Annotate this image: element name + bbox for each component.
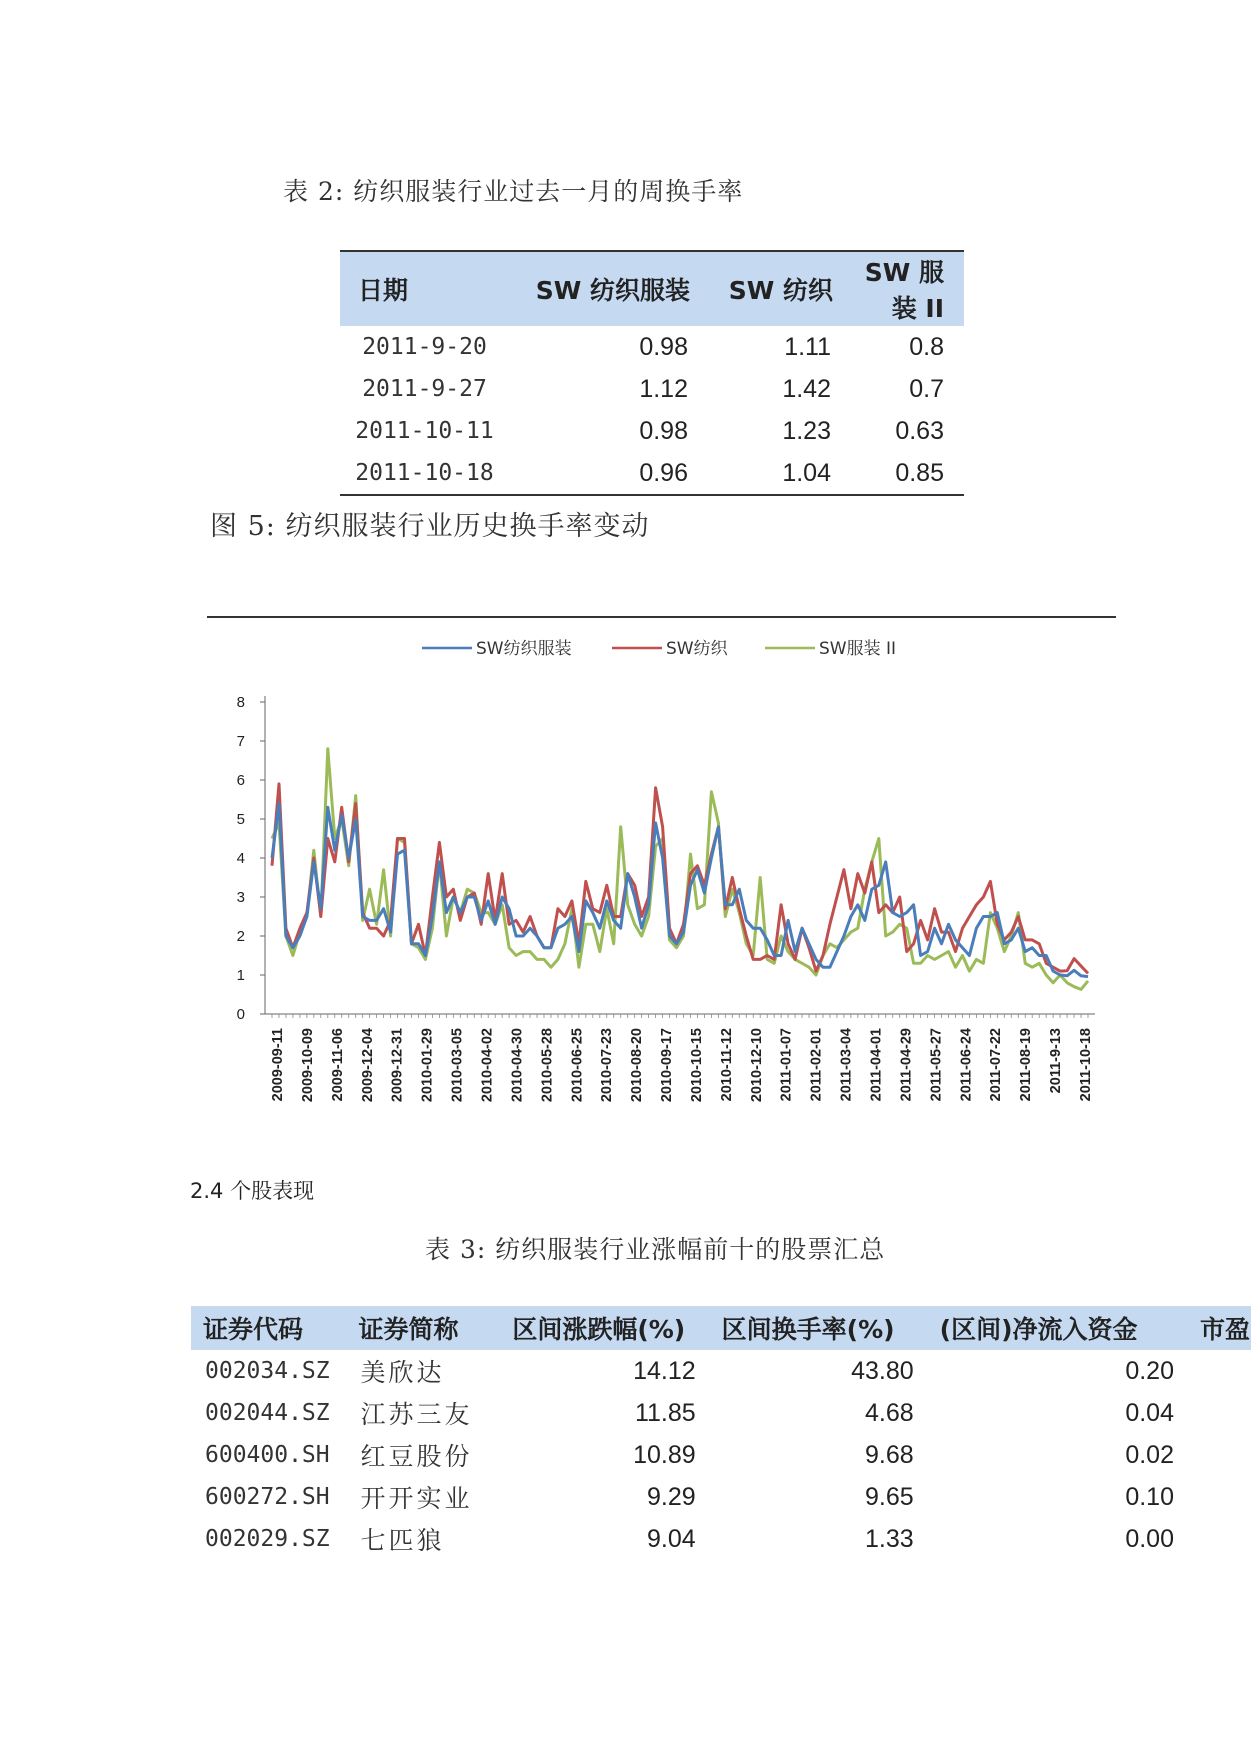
table2-cell-date: 2011-10-18 <box>355 460 494 486</box>
table3-header-turnover: 区间换手率(%) <box>710 1306 928 1350</box>
y-tick-label: 4 <box>236 850 245 867</box>
table2-header-textile: SW 纺织 <box>702 251 845 326</box>
table3-caption: 表 3: 纺织服装行业涨幅前十的股票汇总 <box>425 1235 886 1264</box>
table2-cell-value: 0.7 <box>909 374 944 403</box>
table3-cell-code: 002029.SZ <box>205 1526 330 1552</box>
table3-cell-netflow: 0.02 <box>1125 1440 1174 1469</box>
x-tick-label: 2010-07-23 <box>599 1028 616 1103</box>
x-tick-label: 2010-06-25 <box>569 1028 586 1103</box>
table2-header-date: 日期 <box>340 251 509 326</box>
table3-cell-pe <box>1188 1350 1251 1392</box>
y-tick-label: 2 <box>236 928 245 945</box>
table3-cell-code: 002044.SZ <box>205 1400 330 1426</box>
table2-caption: 表 2: 纺织服装行业过去一月的周换手率 <box>283 177 744 206</box>
x-tick-label: 2011-06-24 <box>958 1028 975 1102</box>
table2-cell-value: 1.04 <box>782 458 831 487</box>
x-tick-label: 2011-10-18 <box>1078 1028 1094 1102</box>
table3-cell-change: 9.29 <box>647 1482 696 1511</box>
table3-cell-turnover: 4.68 <box>864 1398 914 1427</box>
table2-row <box>340 326 964 368</box>
x-tick-label: 2010-10-15 <box>688 1028 705 1103</box>
x-tick-label: 2009-11-06 <box>329 1028 346 1102</box>
legend-label: SW纺织 <box>666 639 728 659</box>
table2-cell-date: 2011-9-20 <box>362 334 487 360</box>
table3-cell-pe <box>1188 1434 1251 1476</box>
x-tick-label: 2011-05-27 <box>928 1028 945 1102</box>
table3-cell-change: 10.89 <box>633 1440 696 1469</box>
table3-cell-code: 002034.SZ <box>205 1358 330 1384</box>
y-tick-label: 3 <box>236 889 245 906</box>
y-tick-label: 8 <box>236 694 245 711</box>
table2-header-apparel: SW 服装 II <box>845 251 964 326</box>
table3-header-pe: 市盈 <box>1188 1306 1251 1350</box>
y-tick-label: 0 <box>236 1006 245 1023</box>
x-tick-label: 2011-04-29 <box>898 1028 915 1102</box>
turnover-line-chart <box>207 622 1116 1142</box>
x-tick-label: 2011-04-01 <box>868 1028 885 1102</box>
series-line-textile-apparel <box>272 803 1088 976</box>
x-tick-label: 2010-04-02 <box>479 1028 496 1103</box>
table3 <box>191 1306 1251 1560</box>
table3-cell-change: 9.04 <box>647 1524 696 1553</box>
y-tick-label: 6 <box>236 772 245 789</box>
x-tick-label: 2009-09-11 <box>270 1028 286 1102</box>
x-tick-label: 2011-9-13 <box>1048 1028 1065 1094</box>
table2-cell-value: 1.42 <box>782 374 831 403</box>
table2-cell-value: 0.8 <box>909 332 944 361</box>
legend-label: SW纺织服装 <box>476 639 572 659</box>
table3-cell-name: 美欣达 <box>360 1358 445 1387</box>
table3-cell-name: 红豆股份 <box>360 1442 473 1471</box>
y-tick-label: 7 <box>236 733 245 750</box>
table3-row <box>191 1476 1251 1518</box>
x-tick-label: 2010-03-05 <box>449 1028 466 1103</box>
x-tick-label: 2011-01-07 <box>778 1028 795 1102</box>
x-tick-label: 2010-09-17 <box>659 1028 676 1103</box>
x-tick-label: 2009-12-31 <box>389 1028 406 1103</box>
y-tick-label: 5 <box>236 811 245 828</box>
chart-legend <box>422 639 896 659</box>
chart-series <box>272 749 1088 990</box>
table3-row <box>191 1518 1251 1560</box>
x-tick-label: 2010-04-30 <box>509 1028 526 1103</box>
x-tick-label: 2010-05-28 <box>539 1028 556 1103</box>
x-tick-label: 2011-08-19 <box>1018 1028 1035 1102</box>
table3-row <box>191 1350 1251 1392</box>
table3-header-name: 证券简称 <box>347 1306 501 1350</box>
table3-row <box>191 1434 1251 1476</box>
table2-cell-value: 0.96 <box>639 458 688 487</box>
table3-cell-netflow: 0.20 <box>1125 1356 1174 1385</box>
x-tick-label: 2010-01-29 <box>419 1028 436 1103</box>
table3-cell-netflow: 0.00 <box>1125 1524 1174 1553</box>
x-tick-label: 2011-03-04 <box>838 1028 855 1102</box>
table3-cell-code: 600272.SH <box>205 1484 330 1510</box>
table3-header-change: 区间涨跌幅(%) <box>500 1306 709 1350</box>
table3-cell-pe <box>1188 1476 1251 1518</box>
table3-cell-pe <box>1188 1392 1251 1434</box>
x-tick-label: 2010-12-10 <box>748 1028 765 1103</box>
y-tick-label: 1 <box>236 967 245 984</box>
table2-cell-date: 2011-9-27 <box>362 376 487 402</box>
x-tick-label: 2009-12-04 <box>359 1028 376 1103</box>
table3-cell-code: 600400.SH <box>205 1442 330 1468</box>
figure5-caption: 图 5: 纺织服装行业历史换手率变动 <box>210 511 650 542</box>
table2-header-textile-apparel: SW 纺织服装 <box>509 251 702 326</box>
y-axis <box>237 694 265 1023</box>
table2-cell-value: 1.23 <box>782 416 831 445</box>
x-tick-label: 2011-07-22 <box>988 1028 1005 1102</box>
table2-cell-value: 0.63 <box>895 416 944 445</box>
x-tick-label: 2011-02-01 <box>808 1028 825 1102</box>
table3-row <box>191 1392 1251 1434</box>
table3-cell-turnover: 9.68 <box>864 1440 914 1469</box>
table3-cell-netflow: 0.10 <box>1125 1482 1174 1511</box>
table3-cell-change: 11.85 <box>634 1398 696 1427</box>
table2-header-row <box>340 251 964 326</box>
section-heading: 2.4 个股表现 <box>190 1179 315 1203</box>
table3-cell-name: 七匹狼 <box>360 1526 445 1555</box>
table3-header-netflow: (区间)净流入资金 <box>928 1306 1188 1350</box>
x-tick-label: 2009-10-09 <box>299 1028 316 1103</box>
x-tick-label: 2010-08-20 <box>629 1028 646 1103</box>
chart-top-rule <box>207 616 1116 618</box>
table3-cell-turnover: 43.80 <box>851 1356 914 1385</box>
table3-cell-pe <box>1188 1518 1251 1560</box>
table2-row <box>340 410 964 452</box>
legend-label: SW服装 II <box>819 639 897 659</box>
x-tick-label: 2010-11-12 <box>718 1028 735 1102</box>
table2-cell-value: 0.98 <box>639 416 688 445</box>
table2-cell-value: 0.98 <box>639 332 688 361</box>
table2-cell-value: 1.11 <box>784 332 831 361</box>
table3-cell-change: 14.12 <box>633 1356 696 1385</box>
table3-cell-netflow: 0.04 <box>1125 1398 1174 1427</box>
table2-row <box>340 452 964 495</box>
table2-cell-value: 0.85 <box>895 458 944 487</box>
table2-row <box>340 368 964 410</box>
table3-cell-name: 开开实业 <box>360 1484 473 1513</box>
table2-cell-date: 2011-10-11 <box>355 418 494 444</box>
table2 <box>340 250 964 496</box>
table3-header-code: 证券代码 <box>191 1306 347 1350</box>
table3-cell-turnover: 9.65 <box>864 1482 914 1511</box>
table3-cell-turnover: 1.33 <box>864 1524 914 1553</box>
x-axis <box>265 1014 1095 1102</box>
table2-cell-value: 1.12 <box>639 374 688 403</box>
table3-header-row <box>191 1306 1251 1350</box>
table3-cell-name: 江苏三友 <box>360 1400 473 1429</box>
